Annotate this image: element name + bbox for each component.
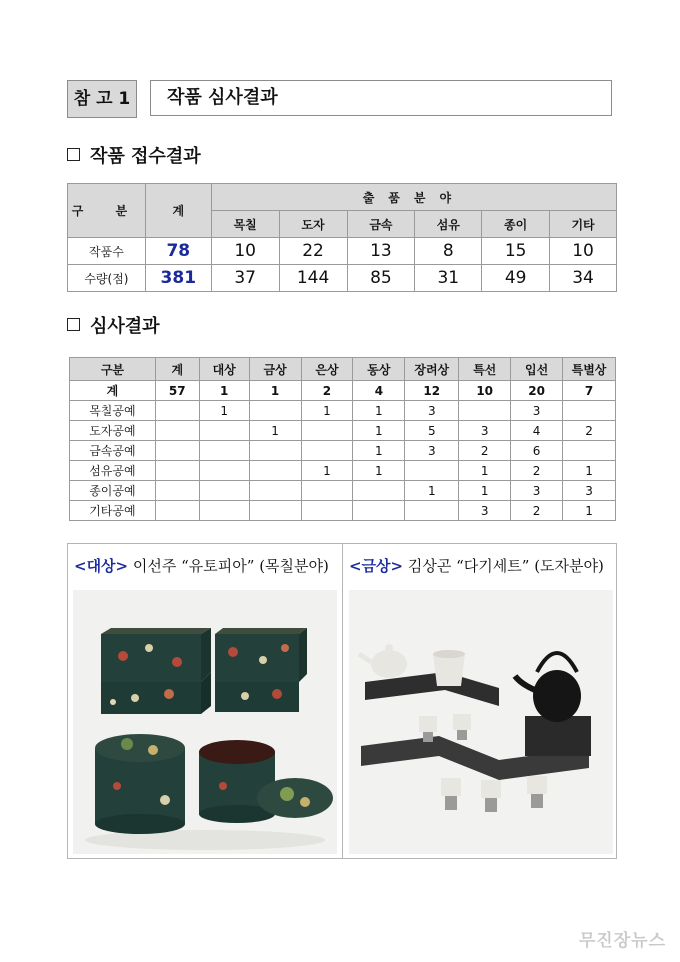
table-cell: 1 — [353, 441, 405, 461]
field-header: 섬유 — [415, 211, 482, 238]
table-cell: 1 — [563, 461, 616, 481]
table-cell: 1 — [459, 461, 511, 481]
tea-set-photo — [349, 590, 613, 854]
table-cell — [249, 481, 301, 501]
table-cell — [563, 401, 616, 421]
section-heading-receipt — [67, 146, 201, 168]
table-cell — [459, 401, 511, 421]
table-row — [70, 501, 616, 521]
column-header: 특별상 — [563, 358, 616, 381]
lacquerware-photo — [73, 590, 337, 854]
table-cell: 1 — [199, 401, 249, 421]
header-group: 구 분 — [68, 184, 146, 238]
table-cell: 1 — [301, 401, 353, 421]
table-cell: 1 — [353, 461, 405, 481]
table-cell — [405, 501, 459, 521]
section-title: 심사결과 — [90, 316, 160, 337]
table-cell: 3 — [459, 421, 511, 441]
column-header: 금상 — [249, 358, 301, 381]
field-header: 목칠 — [211, 211, 279, 238]
table-cell: 1 — [563, 501, 616, 521]
table-cell: 3 — [459, 501, 511, 521]
table-cell — [249, 461, 301, 481]
table-row — [70, 401, 616, 421]
table-cell — [155, 461, 199, 481]
table-row — [70, 481, 616, 501]
table-cell: 5 — [405, 421, 459, 441]
column-header: 대상 — [199, 358, 249, 381]
table-row: 수량(점) 381 37 144 85 31 49 34 — [68, 265, 617, 292]
table-cell: 1 — [459, 481, 511, 501]
table-cell: 10 — [459, 381, 511, 401]
header-total: 계 — [145, 184, 211, 238]
table-cell: 3 — [405, 401, 459, 421]
table-cell — [199, 501, 249, 521]
column-header: 은상 — [301, 358, 353, 381]
watermark: 무진장뉴스 — [578, 931, 666, 951]
table-cell: 2 — [459, 441, 511, 461]
row-label: 섬유공예 — [70, 461, 156, 481]
table-cell: 4 — [511, 421, 563, 441]
field-header: 도자 — [279, 211, 347, 238]
row-label: 목칠공예 — [70, 401, 156, 421]
table-cell — [155, 421, 199, 441]
table-cell: 12 — [405, 381, 459, 401]
section-title: 작품 접수결과 — [90, 146, 201, 167]
field-header: 종이 — [482, 211, 550, 238]
table-cell — [199, 461, 249, 481]
table-cell — [405, 461, 459, 481]
table-cell: 1 — [249, 421, 301, 441]
table-cell — [249, 441, 301, 461]
table-cell: 1 — [353, 421, 405, 441]
gallery-divider — [342, 544, 343, 858]
lacquer-round-box — [95, 734, 185, 834]
row-label: 도자공예 — [70, 421, 156, 441]
table-cell: 1 — [199, 381, 249, 401]
checkbox-square-icon — [67, 318, 80, 331]
table-row — [70, 461, 616, 481]
table-cell: 1 — [301, 461, 353, 481]
table-cell: 57 — [155, 381, 199, 401]
table-cell: 6 — [511, 441, 563, 461]
table-cell — [155, 481, 199, 501]
field-header: 기타 — [550, 211, 617, 238]
table-cell — [199, 421, 249, 441]
column-header: 입선 — [511, 358, 563, 381]
award-gallery — [67, 543, 617, 859]
receipt-table — [67, 183, 617, 292]
table-cell: 20 — [511, 381, 563, 401]
table-cell — [155, 441, 199, 461]
lacquer-box-right — [215, 628, 307, 712]
table-cell — [199, 481, 249, 501]
table-cell: 1 — [405, 481, 459, 501]
table-cell: 4 — [353, 381, 405, 401]
table-cell — [353, 481, 405, 501]
table-cell: 2 — [511, 501, 563, 521]
row-label: 계 — [70, 381, 156, 401]
table-header-row — [70, 358, 616, 381]
table-cell: 3 — [511, 481, 563, 501]
column-header: 구분 — [70, 358, 156, 381]
table-cell: 3 — [563, 481, 616, 501]
table-row — [70, 381, 616, 401]
table-cell: 3 — [511, 401, 563, 421]
table-cell: 2 — [301, 381, 353, 401]
table-cell: 7 — [563, 381, 616, 401]
table-cell — [301, 481, 353, 501]
table-cell — [301, 421, 353, 441]
table-cell — [301, 441, 353, 461]
table-cell — [563, 441, 616, 461]
table-cell — [353, 501, 405, 521]
column-header: 동상 — [353, 358, 405, 381]
section-heading-results — [67, 316, 160, 338]
table-cell — [249, 501, 301, 521]
table-row — [70, 421, 616, 441]
reference-label: 참 고 1 — [67, 80, 137, 118]
row-label: 기타공예 — [70, 501, 156, 521]
table-row: 작품수 78 10 22 13 8 15 10 — [68, 238, 617, 265]
table-cell: 1 — [249, 381, 301, 401]
field-header: 금속 — [347, 211, 415, 238]
column-header: 계 — [155, 358, 199, 381]
table-cell: 3 — [405, 441, 459, 461]
table-cell: 2 — [563, 421, 616, 441]
checkbox-square-icon — [67, 148, 80, 161]
table-cell: 1 — [353, 401, 405, 421]
table-cell — [301, 501, 353, 521]
column-header: 장려상 — [405, 358, 459, 381]
table-cell — [249, 401, 301, 421]
caption-gold-prize: <금상> 김상곤 “다기세트” (도자분야) — [349, 557, 604, 575]
column-header: 특선 — [459, 358, 511, 381]
table-cell — [155, 401, 199, 421]
header-fields: 출품분야 — [211, 184, 616, 211]
table-cell — [199, 441, 249, 461]
row-label: 금속공예 — [70, 441, 156, 461]
caption-grand-prize: <대상> 이선주 “유토피아” (목칠분야) — [74, 557, 329, 575]
page-title: 작품 심사결과 — [150, 80, 612, 116]
row-label: 종이공예 — [70, 481, 156, 501]
lacquer-box-left — [101, 628, 211, 714]
results-table — [69, 357, 616, 521]
table-row — [70, 441, 616, 461]
table-cell — [155, 501, 199, 521]
table-cell: 2 — [511, 461, 563, 481]
